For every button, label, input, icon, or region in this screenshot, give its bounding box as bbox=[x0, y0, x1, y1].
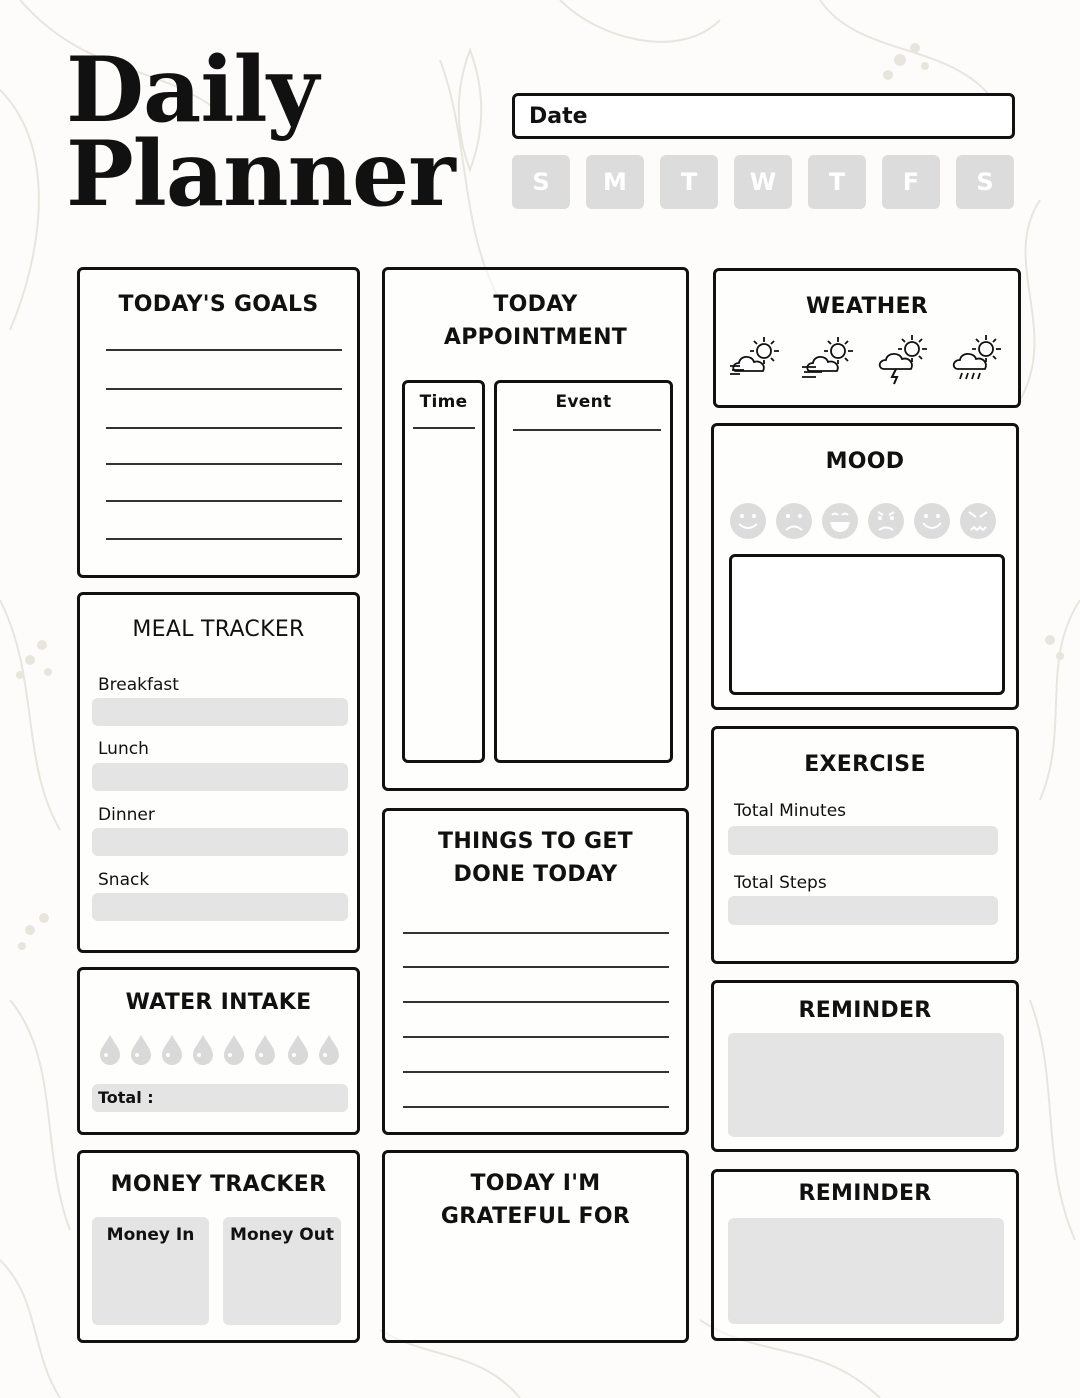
things-to-do-section bbox=[382, 808, 689, 1135]
grateful-heading-line-2: GRATEFUL FOR bbox=[440, 1204, 631, 1229]
task-line[interactable] bbox=[403, 966, 669, 968]
time-underline bbox=[413, 427, 475, 429]
reminder-section-1 bbox=[711, 980, 1019, 1152]
grateful-heading bbox=[385, 1167, 686, 1233]
grateful-section[interactable] bbox=[382, 1150, 689, 1343]
mood-notes-box[interactable] bbox=[729, 554, 1005, 695]
money-out-label: Money Out bbox=[230, 1225, 334, 1245]
meal-heading: MEAL TRACKER bbox=[132, 617, 305, 642]
appointment-section bbox=[382, 267, 689, 791]
total-minutes-field[interactable] bbox=[728, 826, 998, 855]
sun-wind-icon[interactable] bbox=[802, 333, 862, 385]
day-saturday[interactable]: S bbox=[956, 155, 1014, 209]
total-steps-field[interactable] bbox=[728, 896, 998, 925]
appointment-heading-line-2: APPOINTMENT bbox=[443, 325, 628, 350]
worried-icon[interactable] bbox=[868, 503, 904, 539]
breakfast-field[interactable] bbox=[92, 698, 348, 726]
smile-icon[interactable] bbox=[730, 503, 766, 539]
goal-line[interactable] bbox=[106, 463, 342, 465]
water-drop-icon[interactable] bbox=[100, 1035, 120, 1065]
appointment-heading bbox=[385, 288, 686, 354]
money-out-field[interactable] bbox=[223, 1217, 341, 1325]
things-heading-line-2: DONE TODAY bbox=[453, 862, 618, 887]
mood-faces bbox=[728, 501, 1008, 541]
lunch-label: Lunch bbox=[98, 739, 149, 759]
goals-heading: TODAY'S GOALS bbox=[118, 292, 319, 317]
day-thursday[interactable]: T bbox=[808, 155, 866, 209]
happy-icon[interactable] bbox=[914, 503, 950, 539]
day-friday[interactable]: F bbox=[882, 155, 940, 209]
goal-line[interactable] bbox=[106, 538, 342, 540]
water-drop-icon[interactable] bbox=[255, 1035, 275, 1065]
day-monday[interactable]: M bbox=[586, 155, 644, 209]
reminder-section-2 bbox=[711, 1169, 1019, 1341]
dinner-label: Dinner bbox=[98, 805, 155, 825]
meal-tracker-section bbox=[77, 592, 360, 953]
event-label: Event bbox=[555, 392, 612, 412]
things-heading bbox=[385, 825, 686, 891]
title-line-2: Planner bbox=[66, 121, 455, 227]
water-drops bbox=[97, 1034, 347, 1066]
reminder-heading-2: REMINDER bbox=[798, 1181, 932, 1206]
water-heading: WATER INTAKE bbox=[125, 990, 312, 1015]
planner-title bbox=[66, 37, 455, 227]
money-in-label: Money In bbox=[106, 1225, 195, 1245]
dinner-field[interactable] bbox=[92, 828, 348, 856]
goal-line[interactable] bbox=[106, 500, 342, 502]
task-line[interactable] bbox=[403, 1036, 669, 1038]
reminder-heading-1: REMINDER bbox=[798, 998, 932, 1023]
breakfast-label: Breakfast bbox=[98, 675, 179, 695]
money-heading: MONEY TRACKER bbox=[110, 1172, 327, 1197]
exercise-section bbox=[711, 726, 1019, 964]
goal-line[interactable] bbox=[106, 388, 342, 390]
sad-icon[interactable] bbox=[776, 503, 812, 539]
total-steps-label: Total Steps bbox=[734, 873, 827, 893]
task-line[interactable] bbox=[403, 1071, 669, 1073]
goal-line[interactable] bbox=[106, 427, 342, 429]
time-label: Time bbox=[419, 392, 468, 412]
grateful-heading-line-1: TODAY I'M bbox=[470, 1171, 601, 1196]
sun-wind-icon[interactable] bbox=[728, 333, 788, 385]
lunch-field[interactable] bbox=[92, 763, 348, 791]
grin-icon[interactable] bbox=[822, 503, 858, 539]
money-in-field[interactable] bbox=[92, 1217, 209, 1325]
exercise-heading: EXERCISE bbox=[804, 752, 926, 777]
water-drop-icon[interactable] bbox=[193, 1035, 213, 1065]
things-heading-line-1: THINGS TO GET bbox=[438, 829, 633, 854]
weather-heading: WEATHER bbox=[805, 294, 929, 319]
water-total-field[interactable] bbox=[92, 1084, 348, 1112]
mood-heading: MOOD bbox=[825, 449, 905, 474]
task-line[interactable] bbox=[403, 932, 669, 934]
title-line-1: Daily bbox=[66, 37, 319, 143]
appointment-heading-line-1: TODAY bbox=[493, 292, 578, 317]
angry-icon[interactable] bbox=[960, 503, 996, 539]
snack-field[interactable] bbox=[92, 893, 348, 921]
time-column[interactable] bbox=[402, 380, 485, 763]
day-wednesday[interactable]: W bbox=[734, 155, 792, 209]
reminder-field-2[interactable] bbox=[728, 1218, 1004, 1324]
water-intake-section bbox=[77, 967, 360, 1135]
date-label: Date bbox=[529, 104, 588, 129]
total-minutes-label: Total Minutes bbox=[734, 801, 847, 821]
water-drop-icon[interactable] bbox=[131, 1035, 151, 1065]
task-line[interactable] bbox=[403, 1106, 669, 1108]
goal-line[interactable] bbox=[106, 349, 342, 351]
reminder-field-1[interactable] bbox=[728, 1033, 1004, 1137]
event-column[interactable] bbox=[494, 380, 673, 763]
snack-label: Snack bbox=[98, 870, 150, 890]
weather-section bbox=[713, 268, 1021, 408]
date-field[interactable] bbox=[512, 93, 1015, 139]
day-sunday[interactable]: S bbox=[512, 155, 570, 209]
water-total-label: Total : bbox=[98, 1088, 154, 1107]
water-drop-icon[interactable] bbox=[162, 1035, 182, 1065]
rain-icon[interactable] bbox=[950, 333, 1010, 385]
mood-section bbox=[711, 423, 1019, 710]
task-line[interactable] bbox=[403, 1001, 669, 1003]
water-drop-icon[interactable] bbox=[319, 1035, 339, 1065]
water-drop-icon[interactable] bbox=[224, 1035, 244, 1065]
money-tracker-section bbox=[77, 1150, 360, 1343]
thunderstorm-icon[interactable] bbox=[876, 333, 936, 385]
day-tuesday[interactable]: T bbox=[660, 155, 718, 209]
water-drop-icon[interactable] bbox=[288, 1035, 308, 1065]
goals-section bbox=[77, 267, 360, 578]
event-underline bbox=[513, 429, 661, 431]
